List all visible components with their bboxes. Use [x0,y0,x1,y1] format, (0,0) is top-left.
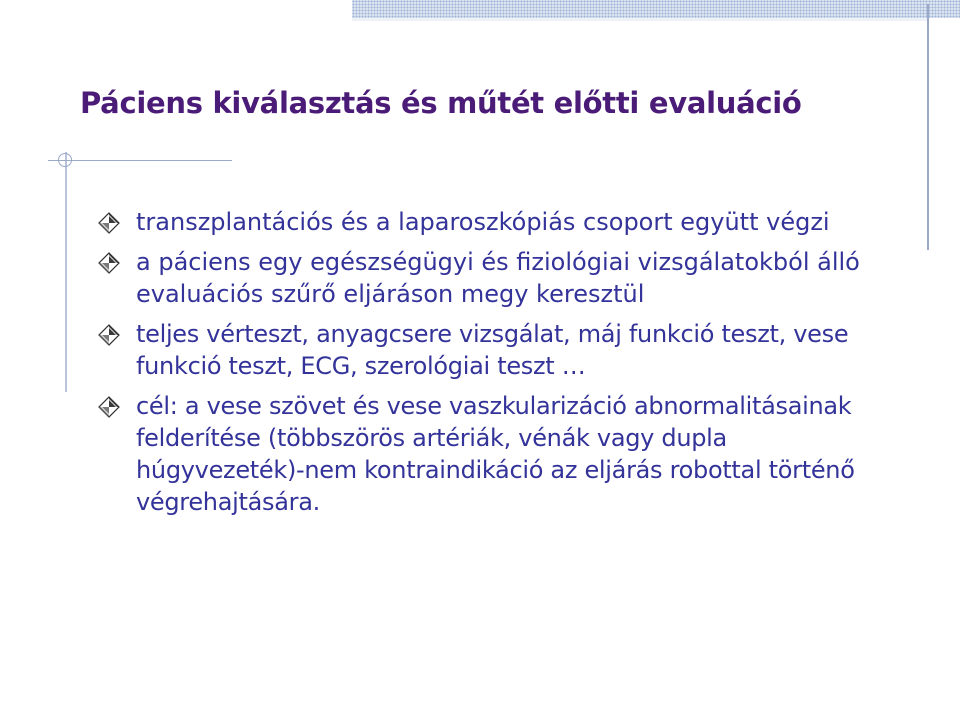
diamond-bullet-icon [98,212,120,234]
diamond-bullet-icon [98,396,120,418]
bullet-text: teljes vérteszt, anyagcsere vizsgálat, máj funkció teszt, vese funkció teszt, ECG, szerológiai teszt … [136,320,849,380]
top-decorative-band-edge [352,18,928,21]
top-decorative-band [352,0,960,18]
right-decorative-line [927,4,929,250]
title-underline [48,160,232,161]
bullet-text: a páciens egy egészségügyi és fiziológiai vizsgálatokból álló evaluációs szűrő eljáráson megy keresztül [136,248,860,308]
bullet-text: cél: a vese szövet és vese vaszkularizáció abnormalitásainak felderítése (többszörös artériák, vénák vagy dupla húgyvezeték)-nem kontraindikáció az eljárás robottal történő végrehajtására. [136,392,855,516]
left-decorative-line [65,152,67,392]
crosshair-circle-icon [58,153,72,167]
bullet-list [96,206,896,526]
bullet-item [96,246,896,310]
slide-title: Páciens kiválasztás és műtét előtti evaluáció [80,86,802,120]
bullet-item [96,206,896,238]
diamond-bullet-icon [98,252,120,274]
bullet-item [96,390,896,518]
diamond-bullet-icon [98,324,120,346]
bullet-text: transzplantációs és a laparoszkópiás csoport együtt végzi [136,208,830,236]
bullet-item [96,318,896,382]
